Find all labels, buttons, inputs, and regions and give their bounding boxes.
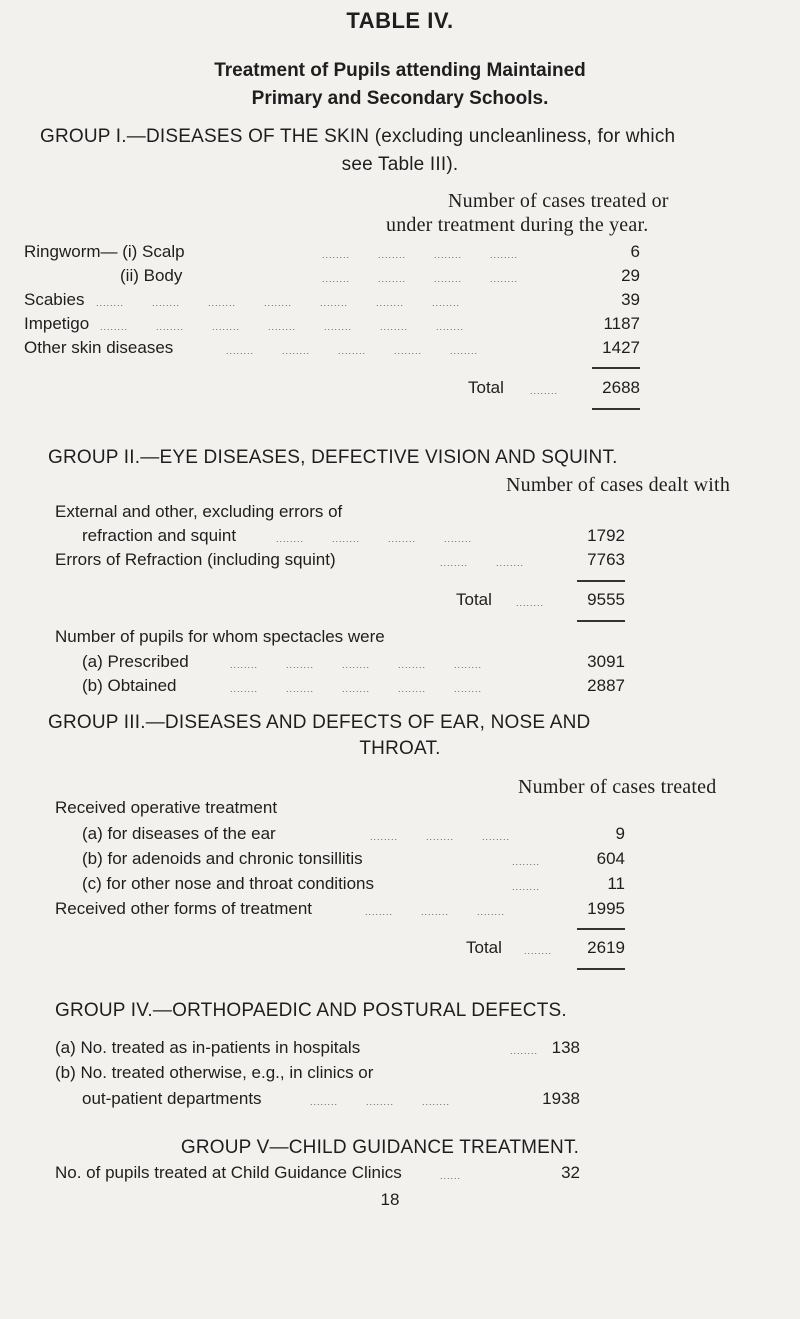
row-value: 1938 [542,1089,580,1108]
group-3-heading: GROUP III.—DISEASES AND DEFECTS OF EAR, NOSE AND [48,712,591,733]
leader-dots: ........ ........ ........ ........ [276,534,473,544]
row-value: 29 [621,266,640,285]
group-5-heading: GROUP V—CHILD GUIDANCE TREATMENT. [180,1137,580,1158]
group-1-heading-continued: see Table III). [341,154,459,175]
row-label: (a) Prescribed [82,652,189,671]
group-4-heading: GROUP IV.—ORTHOPAEDIC AND POSTURAL DEFECTS. [55,1000,567,1021]
row-label: Errors of Refraction (including squint) [55,550,336,569]
subtitle-line-2: Primary and Secondary Schools. [251,88,549,109]
row-label: Received other forms of treatment [55,899,313,918]
row-value: 604 [596,849,625,868]
row-value: 1792 [587,526,625,545]
row-label-continued: out-patient departments [82,1089,262,1108]
row-label: No. of pupils treated at Child Guidance Clinics [55,1163,402,1182]
row-label: Impetigo [24,314,90,333]
leader-dots: ........ ........ ........ ........ ........ [230,660,483,670]
leader-dots: ........ ........ ........ ........ [322,250,519,260]
row-value: 9 [615,824,625,843]
row-label: (a) for diseases of the ear [82,824,276,843]
row-label: External and other, excluding errors of [55,502,343,521]
row-label: (b) Obtained [82,676,177,695]
group-1-column-header: Number of cases treated or [448,190,669,212]
total-rule [592,408,640,410]
row-value: 6 [630,242,640,261]
group-3-heading-continued: THROAT. [359,738,441,759]
leader-dots: ...... [440,1171,462,1181]
leader-dots: ........ ........ [440,558,525,568]
row-label: Ringworm— (i) Scalp [24,242,185,261]
row-label: Scabies [24,290,85,309]
leader-dots: ........ [510,1046,539,1056]
leader-dots: ........ ........ ........ [365,907,506,917]
leader-dots: ........ [516,598,545,608]
row-label-continued: refraction and squint [82,526,237,545]
leader-dots: ........ ........ ........ ........ ........ ........ ........ [96,298,461,308]
group-2-column-header: Number of cases dealt with [506,474,731,496]
row-value: 32 [561,1163,580,1182]
leader-dots: ........ [512,882,541,892]
row-value: 11 [607,874,625,893]
row-value: 2887 [587,676,625,695]
subtotal-rule [592,367,640,369]
page-number: 18 [380,1190,400,1209]
row-value: 1427 [602,338,640,357]
operative-label: Received operative treatment [55,798,278,817]
total-label: Total [456,590,492,609]
row-value: 138 [551,1038,580,1057]
table-title: TABLE IV. [346,8,454,33]
group-1-heading: GROUP I.—DISEASES OF THE SKIN (excluding uncleanliness, for which [40,126,676,147]
leader-dots: ........ ........ ........ ........ ........ [226,346,479,356]
leader-dots: ........ ........ ........ [310,1097,451,1107]
row-value: 3091 [587,652,625,671]
total-value: 2688 [602,378,640,397]
row-label: (b) No. treated otherwise, e.g., in clinics or [55,1063,374,1082]
total-value: 2619 [587,938,625,957]
leader-dots: ........ [524,946,553,956]
subtotal-rule [577,580,625,582]
row-label: (a) No. treated as in-patients in hospitals [55,1038,361,1057]
row-value: 7763 [587,550,625,569]
total-label: Total [466,938,502,957]
group-2-heading: GROUP II.—EYE DISEASES, DEFECTIVE VISION AND SQUINT. [48,447,618,468]
subtitle-line-1: Treatment of Pupils attending Maintained [214,60,586,81]
row-label: (c) for other nose and throat conditions [82,874,374,893]
total-rule [577,620,625,622]
row-label: (b) for adenoids and chronic tonsillitis [82,849,363,868]
total-value: 9555 [587,590,625,609]
row-label: (ii) Body [120,266,183,285]
leader-dots: ........ [530,386,559,396]
leader-dots: ........ ........ ........ ........ [322,274,519,284]
group-3-column-header: Number of cases treated [518,776,717,798]
leader-dots: ........ ........ ........ ........ ........ [230,684,483,694]
group-1-column-header-continued: under treatment during the year. [386,214,649,236]
row-value: 1995 [587,899,625,918]
total-label: Total [468,378,504,397]
leader-dots: ........ ........ ........ ........ ........ ........ ........ [100,322,465,332]
leader-dots: ........ [512,857,541,867]
subtotal-rule [577,928,625,930]
row-value: 39 [621,290,640,309]
spectacles-label: Number of pupils for whom spectacles were [55,627,385,646]
total-rule [577,968,625,970]
leader-dots: ........ ........ ........ [370,832,511,842]
row-value: 1187 [603,314,640,333]
row-label: Other skin diseases [24,338,174,357]
